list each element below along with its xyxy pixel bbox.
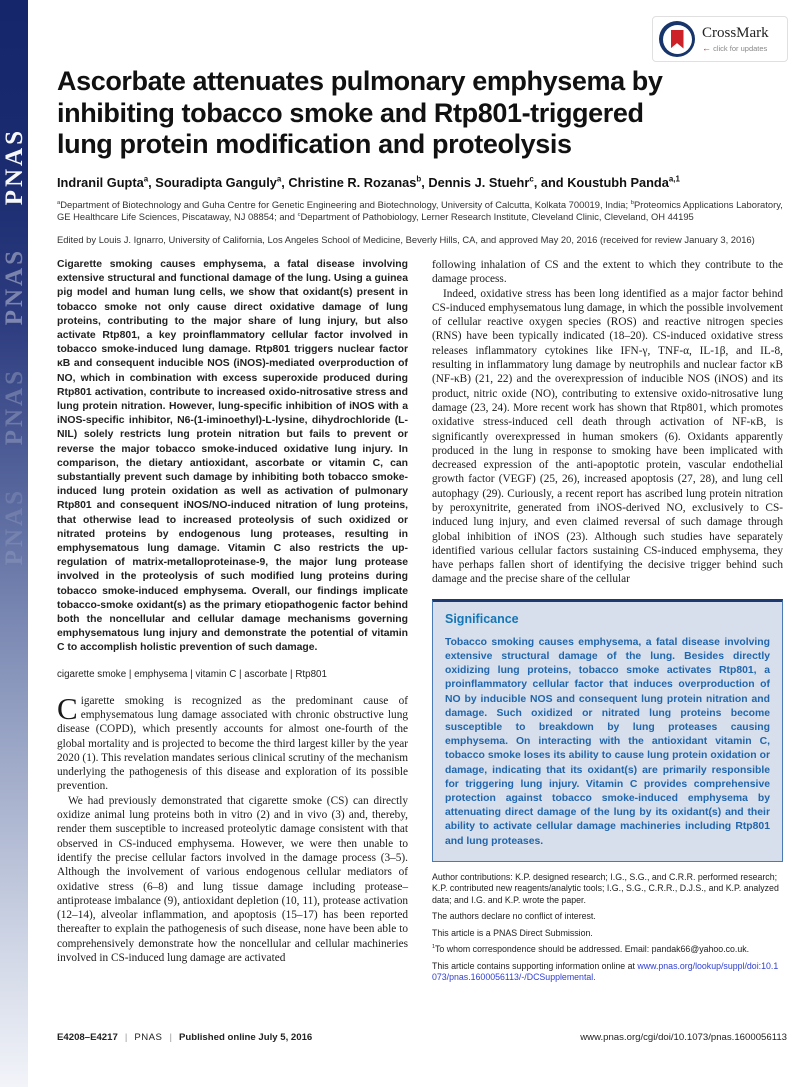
click-arrow-icon: ←	[702, 43, 711, 53]
author-affiliation-sup: b	[416, 174, 422, 184]
author-affiliation-sup: c	[529, 174, 534, 184]
body-paragraph: We had previously demonstrated that cigarette smoke (CS) can directly oxidize animal lung proteins both in vitro (2) and in vivo (3) and, thereby, render them susceptible to increased proteolytic damage consistent with that observed in CS-induced emphysema. However, we were then unable to identify the precise cellular factors involved in the damage process (3–5). Although the involvement of various endogenous cellular mediators of oxidative stress (6–8) and lung tissue damage including protease–antiprotease imbalance (9), antioxidant depletion (10, 11), protease activation (12–14), alveolar inflammation, and apoptosis (15–17) has been reported thereafter to explain the pathogenesis of such disease, none have been able to comprehensively demonstrate how the noncellular and cellular machineries involved in CS-induced lung damage are activated	[57, 794, 408, 964]
crossmark-title: CrossMark	[702, 25, 769, 41]
author-affiliation-sup: a	[143, 174, 149, 184]
keywords-line: cigarette smoke | emphysema | vitamin C | ascorbate | Rtp801	[57, 668, 327, 680]
publish-date: Published online July 5, 2016	[178, 1032, 313, 1043]
author-line: Indranil Gupta$^a$, Souradipta Ganguly$^a$, Christine R. Rozanas$^b$, Dennis J. Stuehr$^c$, and Koustubh Panda$^{a,1}$	[57, 174, 680, 190]
drop-cap: C	[57, 690, 78, 726]
pnas-watermark: PNAS	[1, 248, 28, 326]
pnas-watermark: PNAS	[1, 128, 28, 206]
footer-separator: |	[169, 1032, 172, 1043]
author: Indranil Gupta	[57, 174, 144, 190]
body-paragraph: Indeed, oxidative stress has been long identified as a major factor behind CS-induced emphysematous lung damage, in which the possible involvement of cellular reactive oxygen species (ROS) and reactive nitrogen species (RNS) have been typically indicated (18–20). CS-induced oxidative stress releases inflammatory cytokines like IFN-γ, TNF-α, IL-1β, and IL-8, resulting in inflammatory lung damage by neutrophils and nuclear factor κB (NF-κB) (21, 22) and the overexpression of inducible NOS (iNOS) and its product, nitric oxide (NO), contributing to extensive oxido-nitrosative lung damage (23, 24). More recent work has shown that Rtp801, which promotes oxidative stress-induced cell death through activation of NF-κB, is significantly overexpressed in human smokers (6). Oxidants apparently produced in the lung in response to smoking have been implicated with decreased expression of the anti-apoptotic protein, vascular endothelial growth factor (VEGF) (25, 26), increased apoptosis (27, 28), and lung cell autophagy (29). Curiously, a recent report has ascribed lung protein nitration by peroxynitrite, generated from iNOS-derived NO, exclusively to CS-induced lung injury, and even claimed reversal of such damage through global inhibition of iNOS (23). Although such studies have separately identified various cellular factors sustaining CS-induced emphysema, they have perhaps fallen short of identifying the decisive trigger behind such damage and the precise share of the cellular	[432, 287, 784, 586]
journal-name: PNAS	[134, 1032, 163, 1043]
body-text-right	[432, 258, 783, 587]
affiliation-text: Department of Biotechnology and Guha Centre for Genetic Engineering and Biotechnology, University of Calcutta, Kolkata 700019, India;	[60, 198, 631, 210]
affiliation-sup: b	[630, 199, 634, 206]
author: Koustubh Panda	[567, 174, 669, 190]
author: Souradipta Ganguly	[155, 174, 277, 190]
footnote-submission: This article is a PNAS Direct Submission.	[432, 927, 593, 938]
author: Dennis J. Stuehr	[428, 174, 530, 190]
pnas-watermark: PNAS	[1, 368, 28, 446]
affiliation-sup: c	[297, 212, 301, 219]
footnotes	[432, 872, 783, 984]
left-column	[57, 258, 408, 989]
affiliation-sup: a	[57, 199, 61, 206]
significance-text: Tobacco smoking causes emphysema, a fatal disease involving extensive structural damage of the lung. Besides directly oxidizing lung proteins, tobacco smoke activates Rtp801, a proinflammatory cellular factor that induces overproduction of NO by inducible NOS and consequent lung protein nitration and damage. Such oxidized or nitrated lung proteins become susceptible to breakdown by lung proteases causing emphysema. On interacting with the antioxidant vitamin C, tobacco smoke loses its ability to cause lung protein oxidation or damage, indicating that its oxidant(s) are primarily responsible for triggering lung injury. Vitamin C provides comprehensive protection against tobacco smoke-induced emphysema by attenuating direct damage of the lung by its oxidant(s) and their ability to activate cellular damage machineries including Rtp801 and lung proteases.	[445, 636, 770, 847]
pnas-watermark: PNAS	[1, 488, 28, 566]
significance-box	[432, 599, 783, 862]
footnote-conflict: The authors declare no conflict of interest.	[432, 911, 596, 922]
author: Christine R. Rozanas	[288, 174, 417, 190]
crossmark-subtitle: ← click for updates	[702, 43, 768, 53]
correspondence-sup: 1	[432, 944, 436, 951]
body-paragraph: Cigarette smoking is recognized as the predominant cause of emphysematous lung damage associated with chronic obstructive lung disease (COPD), which presently accounts for almost one-fourth of the global mortality and is projected to become the third largest killer by the year 2020 (1). This revelation mandates serious clinical scrutiny of the mechanism underlying the pathogenesis of this disease and exploration of its possible prevention.	[57, 690, 408, 793]
author-affiliation-sup: a,1	[668, 174, 680, 184]
affiliation-text: Proteomics Applications Laboratory, GE Healthcare Life Sciences, Piscataway, NJ 08854; and	[57, 198, 783, 223]
page-footer	[57, 1032, 787, 1043]
pnas-sidebar-strip	[0, 0, 28, 1087]
right-column	[432, 258, 783, 989]
doi-url[interactable]: www.pnas.org/cgi/doi/10.1073/pnas.1600056113	[580, 1032, 787, 1043]
footnote-supporting-info: This article contains supporting information online at www.pnas.org/lookup/suppl/doi:10.1073/pnas.1600056113/-/DCSupplemental.	[432, 960, 779, 983]
article-page	[57, 0, 783, 989]
abstract: Cigarette smoking causes emphysema, a fatal disease involving extensive structural and functional damage of the lung. Using a guinea pig model and human lung cells, we show that oxidant(s) present in tobacco smoke not only cause direct oxidative damage of lung proteins, contributing to the major share of lung injury, but also activate Rtp801, a key proinflammatory cellular factor involved in tobacco smoke-induced lung damage. Rtp801 triggers nuclear factor κB and consequent inducible NOS (iNOS)-mediated overproduction of NO, which in combination with excess superoxide produced during Rtp801 activation, contribute to increased oxido-nitrosative stress and lung protein nitration. However, lung-specific inhibition of iNOS with a iNOS-specific inhibitor, N6-(1-iminoethyl)-L-lysine, dihydrochloride (L-NIL) solely restricts lung protein nitration but fails to prevent or reverse the major tobacco smoke-induced oxidative lung injury. In comparison, the dietary antioxidant, ascorbate or vitamin C, can substantially prevent such damage by inhibiting both tobacco smoke-induced lung protein oxidation as well as activation of pulmonary Rtp801 and consequent iNOS/NO-induced nitration of lung proteins, that otherwise lead to increased proteolysis of such oxidized or nitrated proteins by endogenous lung proteases, resulting in emphysematous lung damage. Vitamin C also restricts the up-regulation of matrix-metalloproteinase-9, the major lung protease involved in the proteolysis of such modified lung proteins during tobacco smoke-induced emphysema. Overall, our findings implicate tobacco-smoke oxidant(s) as the primary etiopathogenic factor behind both the noncellular and cellular damage mechanisms governing emphysematous lung injury and demonstrate the potential of vitamin C to accomplish holistic prevention of such damage.	[57, 258, 408, 654]
page-title: Ascorbate attenuates pulmonary emphysema by inhibiting tobacco smoke and Rtp801-triggered lung protein modification and proteolysis	[57, 66, 663, 160]
body-paragraph: following inhalation of CS and the extent to which they contribute to the damage process.	[432, 258, 783, 286]
footnote-author-contributions: Author contributions: K.P. designed research; I.G., S.G., and C.R.R. performed research; K.P. contributed new reagents/analytic tools; I.G., S.G., C.R.R., D.J.S., and K.P. analyzed data; and I.G. and K.P. wrote the paper.	[432, 871, 779, 905]
author-affiliation-sup: a	[276, 174, 282, 184]
footnote-correspondence: $^1$To whom correspondence should be addressed. Email: pandak66@yahoo.co.uk.	[432, 944, 750, 955]
body-text-left	[57, 690, 408, 966]
affiliations	[57, 199, 783, 224]
significance-title: Significance	[445, 611, 519, 626]
footer-left	[57, 1032, 312, 1043]
footer-separator: |	[124, 1032, 128, 1043]
affiliation-text: Department of Pathobiology, Lerner Research Institute, Cleveland Clinic, Cleveland, OH 44195	[300, 211, 694, 223]
edited-by-line: Edited by Louis J. Ignarro, University of California, Los Angeles School of Medicine, Beverly Hills, CA, and approved May 20, 2016 (received for review January 3, 2016)	[57, 233, 755, 245]
supplemental-link[interactable]: www.pnas.org/lookup/suppl/doi:10.1073/pnas.1600056113/-/DCSupplemental.	[432, 960, 779, 983]
page-range: E4208–E4217	[57, 1032, 118, 1043]
